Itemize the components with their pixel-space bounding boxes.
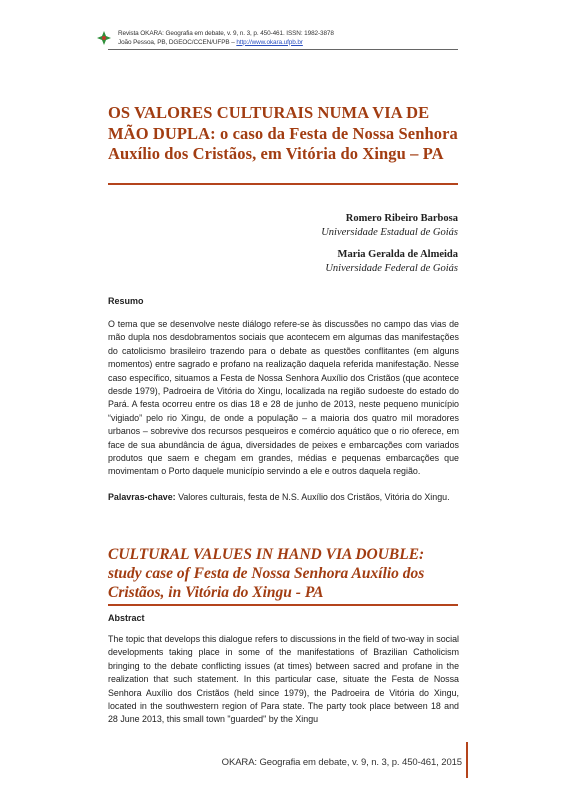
footer-accent-bar: [466, 742, 468, 778]
author-affiliation: Universidade Federal de Goiás: [325, 262, 458, 274]
article-title: OS VALORES CULTURAIS NUMA VIA DE MÃO DUPLA: o caso da Festa de Nossa Senhora Auxílio dos Cristãos, em Vitória do Xingu – PA: [108, 103, 458, 163]
english-title: CULTURAL VALUES IN HAND VIA DOUBLE: study case of Festa de Nossa Senhora Auxílio dos Cristãos, in Vitória do Xingu - PA: [108, 546, 425, 601]
journal-link[interactable]: http://www.okara.ufpb.br: [236, 38, 303, 46]
author-name: Maria Geralda de Almeida: [337, 249, 458, 260]
abstract-heading: Abstract: [108, 613, 145, 623]
keywords-list: Valores culturais, festa de N.S. Auxílio dos Cristãos, Vitória do Xingu.: [175, 492, 450, 502]
title-divider: [108, 183, 458, 185]
journal-logo-icon: [96, 30, 112, 46]
resumo-text: O tema que se desenvolve neste diálogo refere-se às discussões no campo das vias de mão dupla nos desdobramentos sociais que acontecem em algumas das manifestações do catolicismo brasileiro trazendo para o debate as questões conflitantes (em alguns momentos) entre sagrado e profano na realização daquela referida manifestação. Nesse caso específico, situamos a Festa de Nossa Senhora Auxílio dos Cristãos (que acontece desde 1979), Padroeira de Vitória do Xingu, localizada na região sudoeste do estado do Pará. A festa ocorreu entre os dias 18 e 28 de junho de 2013, neste pequeno município “vigiado” pelo rio Xingu, de onde a população – a maioria dos quatro mil moradores urbanos – sobrevive dos recursos pesqueiros e comércio aquático que o rio oferece, em face de sua abundância de água, diversidades de peixes e embarcações com variados produtos que saem e chegam em grandes, médias e pequenas embarcações que movimentam o Porto daquele município servindo a ele e outros daquela região.: [108, 319, 459, 477]
author-name: Romero Ribeiro Barbosa: [345, 213, 458, 224]
journal-header: [118, 30, 334, 47]
keywords: [108, 491, 459, 504]
resumo-heading: Resumo: [108, 296, 144, 306]
keywords-label: Palavras-chave:: [108, 492, 176, 502]
author-affiliation: Universidade Estadual de Goiás: [321, 226, 458, 238]
page-footer: OKARA: Geografia em debate, v. 9, n. 3, p. 450-461, 2015: [221, 757, 462, 768]
author-block: [321, 212, 458, 275]
header-divider: [108, 49, 458, 50]
header-location: João Pessoa, PB, DGEOC/CCEN/UFPB – http://www.okara.ufpb.br: [118, 38, 303, 46]
english-title-divider: [108, 604, 458, 606]
header-citation: Revista OKARA: Geografia em debate, v. 9, n. 3, p. 450-461. ISSN: 1982-3878: [118, 30, 334, 37]
abstract-text: The topic that develops this dialogue refers to discussions in the field of two-way in social developments taking place in some of the manifestations of Brazilian Catholicism bringing to the debate conflicting issues (at times) between sacred and profane in the realization that such statement. In this particular case, situate the Festa de Nossa Senhora Auxílio dos Cristãos (held since 1979), the Padroeira de Vitória do Xingu, located in the southwestern region of Para state. The party took place between 18 and 28 June 2013, this small town "guarded" by the Xingu: [108, 634, 459, 725]
